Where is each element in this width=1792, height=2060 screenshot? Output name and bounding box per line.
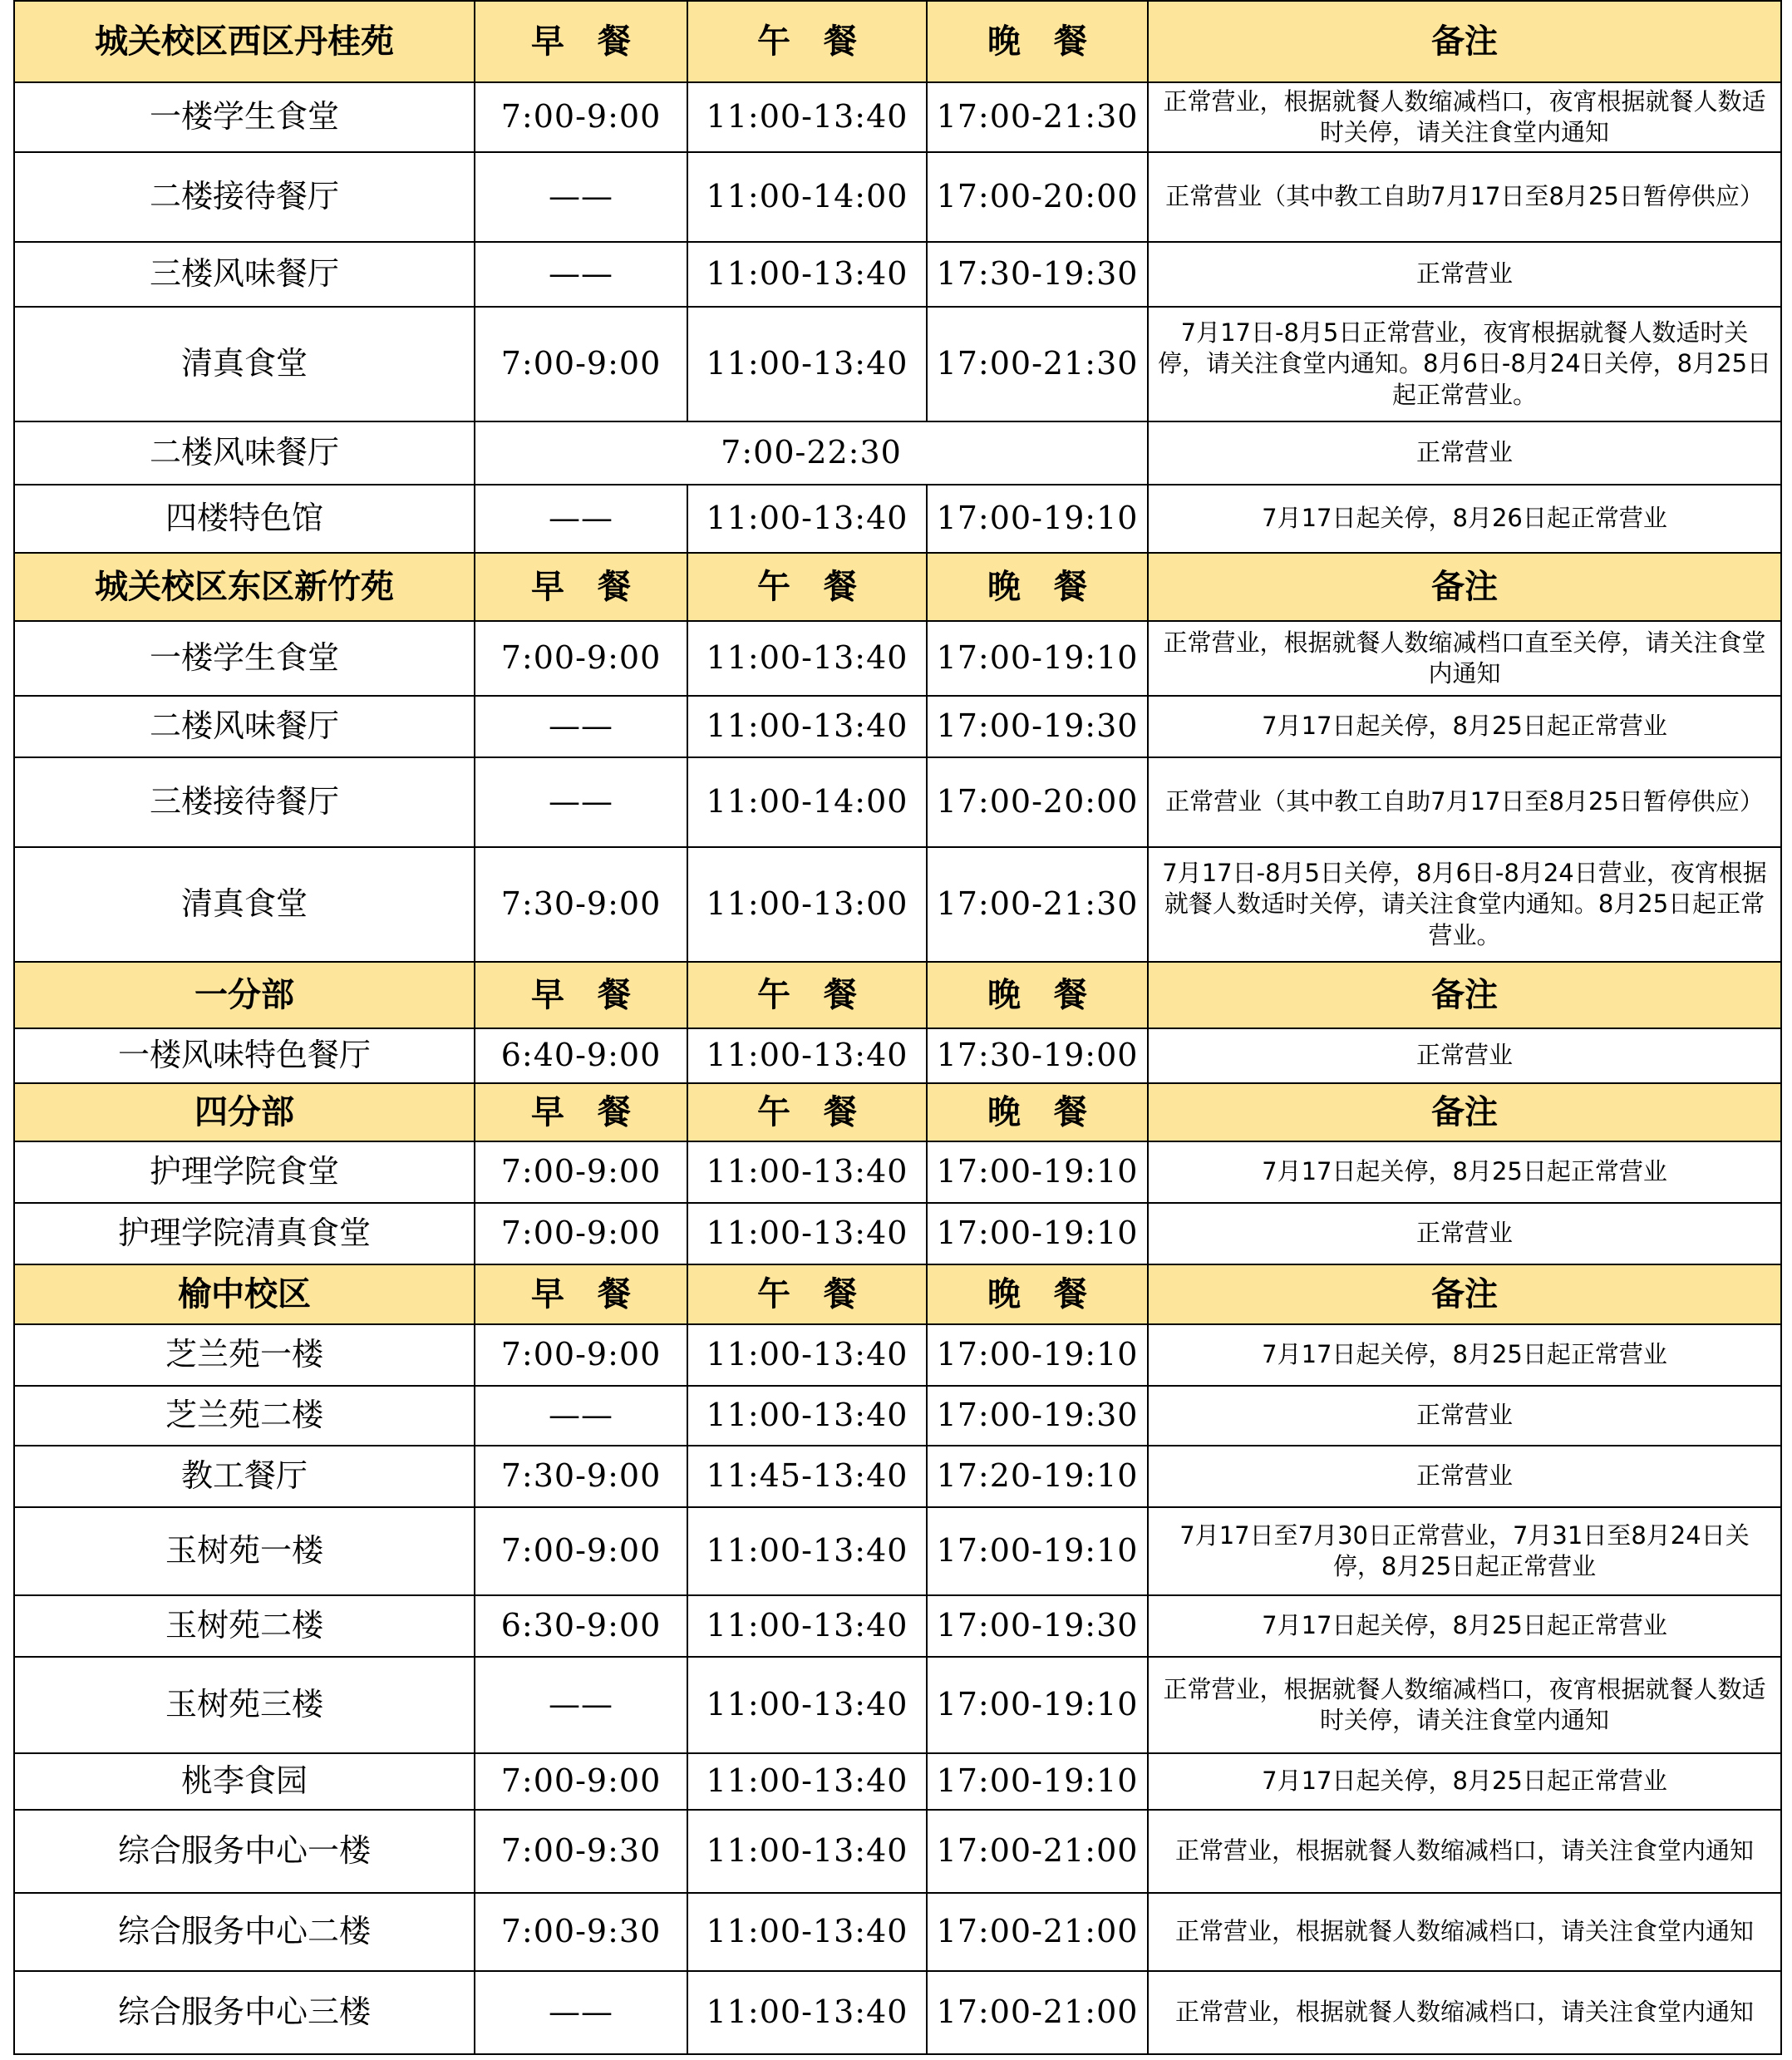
note: 7月17日-8月5日关停，8月6日-8月24日营业，夜宵根据就餐人数适时关停，请关注食堂内通知。8月25日起正常营业。 [1148, 847, 1781, 962]
dinner-time: 17:00-19:30 [927, 1595, 1148, 1657]
dinner-time: 17:20-19:10 [927, 1446, 1148, 1507]
section-header-row [14, 1264, 1781, 1324]
note: 正常营业，根据就餐人数缩减档口，请关注食堂内通知 [1148, 1893, 1781, 1971]
canteen-name: 综合服务中心二楼 [14, 1893, 475, 1971]
breakfast-time: —— [475, 152, 687, 242]
header-breakfast: 早 餐 [475, 962, 687, 1028]
section-header-row [14, 553, 1781, 621]
breakfast-time: 7:00-9:00 [475, 1203, 687, 1264]
canteen-name: 二楼风味餐厅 [14, 421, 475, 485]
dinner-time: 17:00-19:10 [927, 1203, 1148, 1264]
lunch-time: 11:00-13:40 [687, 1324, 927, 1386]
table-row [14, 1386, 1781, 1446]
header-dinner: 晚 餐 [927, 553, 1148, 621]
lunch-time: 11:00-13:40 [687, 1595, 927, 1657]
table-row [14, 757, 1781, 847]
lunch-time: 11:00-13:40 [687, 1507, 927, 1595]
dinner-time: 17:00-21:30 [927, 82, 1148, 152]
lunch-time: 11:00-13:40 [687, 1386, 927, 1446]
section-title: 一分部 [14, 962, 475, 1028]
dinner-time: 17:00-19:10 [927, 485, 1148, 553]
lunch-time: 11:00-13:40 [687, 242, 927, 307]
note: 正常营业，根据就餐人数缩减档口，夜宵根据就餐人数适时关停，请关注食堂内通知 [1148, 1657, 1781, 1753]
dinner-time: 17:00-20:00 [927, 152, 1148, 242]
lunch-time: 11:00-13:40 [687, 1028, 927, 1083]
note: 正常营业 [1148, 1028, 1781, 1083]
header-breakfast: 早 餐 [475, 1264, 687, 1324]
table-row [14, 1324, 1781, 1386]
header-note: 备注 [1148, 1264, 1781, 1324]
table-row [14, 421, 1781, 485]
lunch-time: 11:00-13:40 [687, 696, 927, 757]
header-note: 备注 [1148, 1083, 1781, 1141]
note: 正常营业（其中教工自助7月17日至8月25日暂停供应） [1148, 757, 1781, 847]
breakfast-time: 7:00-9:00 [475, 1507, 687, 1595]
table-row [14, 1507, 1781, 1595]
header-dinner: 晚 餐 [927, 1, 1148, 82]
canteen-name: 清真食堂 [14, 307, 475, 421]
canteen-name: 综合服务中心一楼 [14, 1810, 475, 1893]
canteen-name: 二楼接待餐厅 [14, 152, 475, 242]
breakfast-time: —— [475, 1657, 687, 1753]
breakfast-time: 7:00-9:00 [475, 1324, 687, 1386]
lunch-time: 11:45-13:40 [687, 1446, 927, 1507]
table-row [14, 1893, 1781, 1971]
breakfast-time: 7:00-9:30 [475, 1810, 687, 1893]
lunch-time: 11:00-13:40 [687, 485, 927, 553]
table-row [14, 1810, 1781, 1893]
dinner-time: 17:00-19:10 [927, 1141, 1148, 1203]
canteen-name: 三楼风味餐厅 [14, 242, 475, 307]
breakfast-time: 7:00-9:00 [475, 1141, 687, 1203]
breakfast-time: 7:00-9:00 [475, 1753, 687, 1810]
header-breakfast: 早 餐 [475, 1083, 687, 1141]
breakfast-time: 7:00-9:00 [475, 621, 687, 696]
breakfast-time: 7:30-9:00 [475, 847, 687, 962]
breakfast-time: 6:30-9:00 [475, 1595, 687, 1657]
dinner-time: 17:00-21:30 [927, 847, 1148, 962]
note: 正常营业 [1148, 421, 1781, 485]
breakfast-time: 7:00-9:30 [475, 1893, 687, 1971]
dinner-time: 17:00-21:00 [927, 1893, 1148, 1971]
header-note: 备注 [1148, 962, 1781, 1028]
breakfast-time: —— [475, 1386, 687, 1446]
header-lunch: 午 餐 [687, 553, 927, 621]
canteen-name: 芝兰苑一楼 [14, 1324, 475, 1386]
canteen-name: 清真食堂 [14, 847, 475, 962]
table-row [14, 242, 1781, 307]
section-title: 城关校区东区新竹苑 [14, 553, 475, 621]
dinner-time: 17:30-19:30 [927, 242, 1148, 307]
lunch-time: 11:00-13:40 [687, 1810, 927, 1893]
lunch-time: 11:00-13:40 [687, 1893, 927, 1971]
dinner-time: 17:00-21:00 [927, 1810, 1148, 1893]
section-header-row [14, 962, 1781, 1028]
dinner-time: 17:00-19:10 [927, 1324, 1148, 1386]
table-row [14, 485, 1781, 553]
canteen-name: 一楼风味特色餐厅 [14, 1028, 475, 1083]
lunch-time: 11:00-13:40 [687, 82, 927, 152]
breakfast-time: —— [475, 485, 687, 553]
cafeteria-hours-table [13, 0, 1782, 2055]
canteen-name: 玉树苑二楼 [14, 1595, 475, 1657]
header-lunch: 午 餐 [687, 962, 927, 1028]
lunch-time: 11:00-13:40 [687, 1203, 927, 1264]
dinner-time: 17:00-20:00 [927, 757, 1148, 847]
note: 7月17日起关停，8月25日起正常营业 [1148, 696, 1781, 757]
canteen-name: 综合服务中心三楼 [14, 1971, 475, 2054]
note: 7月17日起关停，8月25日起正常营业 [1148, 1141, 1781, 1203]
table-row [14, 1595, 1781, 1657]
note: 7月17日-8月5日正常营业，夜宵根据就餐人数适时关停，请关注食堂内通知。8月6日-8月24日关停，8月25日起正常营业。 [1148, 307, 1781, 421]
dinner-time: 17:00-21:00 [927, 1971, 1148, 2054]
note: 7月17日起关停，8月25日起正常营业 [1148, 1753, 1781, 1810]
table-row [14, 82, 1781, 152]
lunch-time: 11:00-13:40 [687, 307, 927, 421]
table-row [14, 152, 1781, 242]
note: 7月17日起关停，8月25日起正常营业 [1148, 1595, 1781, 1657]
canteen-name: 护理学院清真食堂 [14, 1203, 475, 1264]
table-row [14, 1446, 1781, 1507]
note: 正常营业，根据就餐人数缩减档口直至关停，请关注食堂内通知 [1148, 621, 1781, 696]
note: 正常营业 [1148, 242, 1781, 307]
note: 正常营业，根据就餐人数缩减档口，请关注食堂内通知 [1148, 1971, 1781, 2054]
breakfast-time: 7:30-9:00 [475, 1446, 687, 1507]
table-row [14, 1203, 1781, 1264]
note: 7月17日起关停，8月26日起正常营业 [1148, 485, 1781, 553]
header-lunch: 午 餐 [687, 1083, 927, 1141]
section-title: 城关校区西区丹桂苑 [14, 1, 475, 82]
breakfast-time: —— [475, 757, 687, 847]
dinner-time: 17:00-19:10 [927, 621, 1148, 696]
note: 正常营业，根据就餐人数缩减档口，请关注食堂内通知 [1148, 1810, 1781, 1893]
breakfast-time: 6:40-9:00 [475, 1028, 687, 1083]
header-note: 备注 [1148, 553, 1781, 621]
note: 7月17日至7月30日正常营业，7月31日至8月24日关停，8月25日起正常营业 [1148, 1507, 1781, 1595]
canteen-name: 芝兰苑二楼 [14, 1386, 475, 1446]
lunch-time: 11:00-14:00 [687, 152, 927, 242]
lunch-time: 11:00-13:40 [687, 1753, 927, 1810]
breakfast-time: —— [475, 242, 687, 307]
note: 正常营业 [1148, 1386, 1781, 1446]
breakfast-time: —— [475, 696, 687, 757]
section-header-row [14, 1083, 1781, 1141]
dinner-time: 17:30-19:00 [927, 1028, 1148, 1083]
section-title: 榆中校区 [14, 1264, 475, 1324]
canteen-name: 玉树苑一楼 [14, 1507, 475, 1595]
table-row [14, 621, 1781, 696]
canteen-name: 教工餐厅 [14, 1446, 475, 1507]
canteen-name: 一楼学生食堂 [14, 82, 475, 152]
table-row [14, 1971, 1781, 2054]
allday-time: 7:00-22:30 [475, 421, 1148, 485]
lunch-time: 11:00-13:40 [687, 1657, 927, 1753]
canteen-name: 玉树苑三楼 [14, 1657, 475, 1753]
header-dinner: 晚 餐 [927, 1083, 1148, 1141]
header-dinner: 晚 餐 [927, 962, 1148, 1028]
lunch-time: 11:00-13:00 [687, 847, 927, 962]
canteen-name: 护理学院食堂 [14, 1141, 475, 1203]
lunch-time: 11:00-14:00 [687, 757, 927, 847]
lunch-time: 11:00-13:40 [687, 1141, 927, 1203]
header-lunch: 午 餐 [687, 1, 927, 82]
dinner-time: 17:00-19:30 [927, 696, 1148, 757]
canteen-name: 二楼风味餐厅 [14, 696, 475, 757]
dinner-time: 17:00-19:30 [927, 1386, 1148, 1446]
table-row [14, 307, 1781, 421]
header-breakfast: 早 餐 [475, 1, 687, 82]
table-row [14, 696, 1781, 757]
header-note: 备注 [1148, 1, 1781, 82]
note: 正常营业 [1148, 1203, 1781, 1264]
dinner-time: 17:00-19:10 [927, 1657, 1148, 1753]
canteen-name: 一楼学生食堂 [14, 621, 475, 696]
breakfast-time: —— [475, 1971, 687, 2054]
canteen-name: 三楼接待餐厅 [14, 757, 475, 847]
note: 正常营业（其中教工自助7月17日至8月25日暂停供应） [1148, 152, 1781, 242]
header-breakfast: 早 餐 [475, 553, 687, 621]
dinner-time: 17:00-21:30 [927, 307, 1148, 421]
header-lunch: 午 餐 [687, 1264, 927, 1324]
lunch-time: 11:00-13:40 [687, 1971, 927, 2054]
canteen-name: 四楼特色馆 [14, 485, 475, 553]
table-row [14, 1657, 1781, 1753]
table-row [14, 847, 1781, 962]
section-title: 四分部 [14, 1083, 475, 1141]
table-row [14, 1028, 1781, 1083]
table-row [14, 1753, 1781, 1810]
header-dinner: 晚 餐 [927, 1264, 1148, 1324]
section-header-row [14, 1, 1781, 82]
note: 正常营业，根据就餐人数缩减档口，夜宵根据就餐人数适时关停，请关注食堂内通知 [1148, 82, 1781, 152]
dinner-time: 17:00-19:10 [927, 1753, 1148, 1810]
breakfast-time: 7:00-9:00 [475, 307, 687, 421]
dinner-time: 17:00-19:10 [927, 1507, 1148, 1595]
canteen-name: 桃李食园 [14, 1753, 475, 1810]
lunch-time: 11:00-13:40 [687, 621, 927, 696]
breakfast-time: 7:00-9:00 [475, 82, 687, 152]
note: 7月17日起关停，8月25日起正常营业 [1148, 1324, 1781, 1386]
table-row [14, 1141, 1781, 1203]
note: 正常营业 [1148, 1446, 1781, 1507]
